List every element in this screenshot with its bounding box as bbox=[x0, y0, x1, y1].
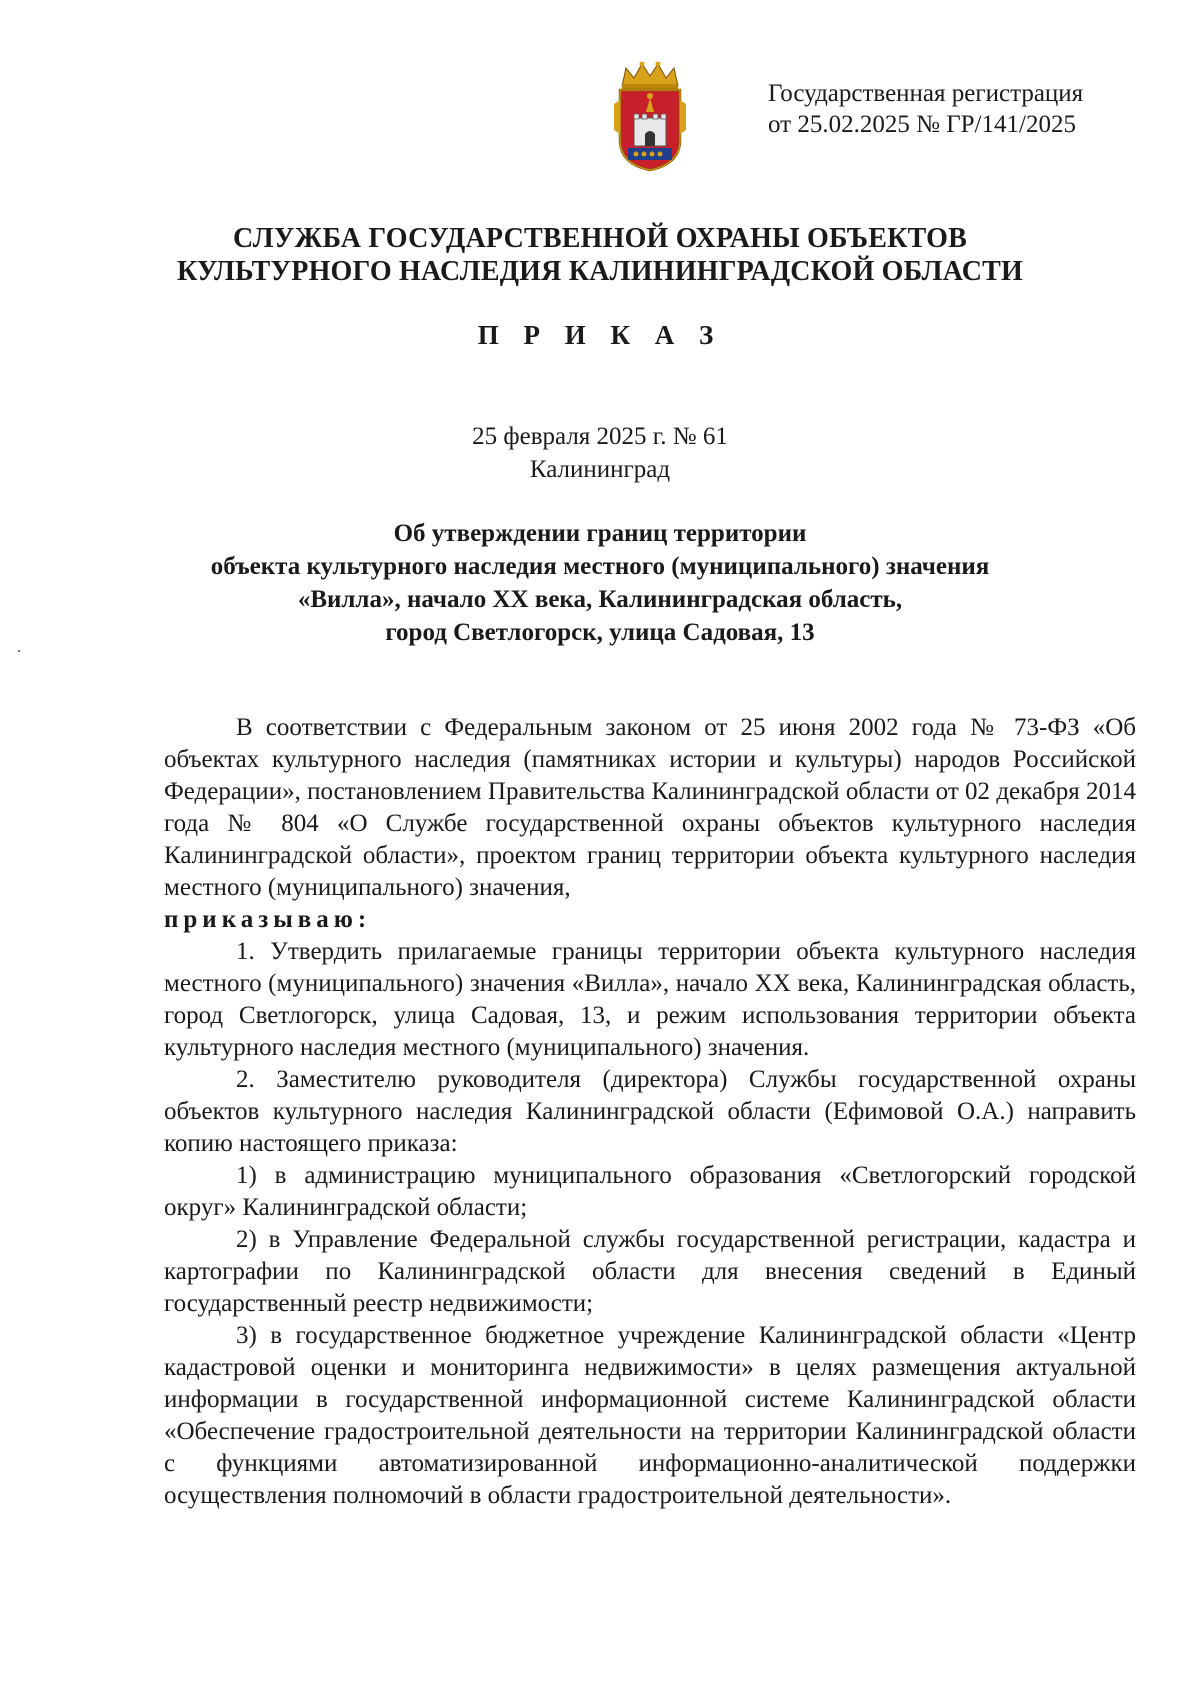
document-subject bbox=[0, 517, 1200, 649]
document-body bbox=[164, 712, 1136, 1512]
registration-line-2: от 25.02.2025 № ГР/141/2025 bbox=[768, 111, 1076, 138]
subitem-2-paragraph: 2) в Управление Федеральной службы государственной регистрации, кадастра и картографии по Калининградской области для внесения сведений в Единый государственный реестр недвижимости; bbox=[164, 1226, 1136, 1317]
item-1-paragraph: 1. Утвердить прилагаемые границы территории объекта культурного наследия местного (муниципального) значения «Вилла», начало XX века, Калининградская область, город Светлогорск, улица Садовая, 13, и режим использования территории объекта культурного наследия местного (муниципального) значения. bbox=[164, 938, 1136, 1061]
document-subject-line-1: Об утверждении границ территории bbox=[393, 520, 807, 547]
order-word: приказываю: bbox=[164, 906, 372, 933]
document-type: П Р И К А З bbox=[477, 320, 723, 350]
subitem-3-paragraph: 3) в государственное бюджетное учреждение Калининградской области «Центр кадастровой оценки и мониторинга недвижимости» в целях размещения актуальной информации в государственной информационной системе Калининградской области «Обеспечение градостроительной деятельности на территории Калининградской области с функциями автоматизированной информационно-аналитической поддержки осуществления полномочий в области градостроительной деятельности». bbox=[164, 1322, 1136, 1509]
document-date-block bbox=[0, 420, 1200, 486]
subitem-1-paragraph: 1) в администрацию муниципального образования «Светлогорский городской округ» Калининградской области; bbox=[164, 1162, 1136, 1221]
preamble-paragraph: В соответствии с Федеральным законом от 25 июня 2002 года № 73-ФЗ «Об объектах культурного наследия (памятниках истории и культуры) народов Российской Федерации», постановлением Правительства Калининградской области от 02 декабря 2014 года № 804 «О Службе государственной охраны объектов культурного наследия Калининградской области», проектом границ территории объекта культурного наследия местного (муниципального) значения, bbox=[164, 714, 1136, 901]
document-subject-line-4: город Светлогорск, улица Садовая, 13 bbox=[385, 619, 815, 646]
coat-of-arms-icon bbox=[612, 60, 688, 172]
registration-stamp bbox=[768, 78, 1083, 140]
document-subject-line-2: объекта культурного наследия местного (муниципального) значения bbox=[210, 553, 990, 580]
item-2-paragraph: 2. Заместителю руководителя (директора) Службы государственной охраны объектов культурного наследия Калининградской области (Ефимовой О.А.) направить копию настоящего приказа: bbox=[164, 1066, 1136, 1157]
document-date-number: 25 февраля 2025 г. № 61 bbox=[472, 423, 728, 450]
registration-line-1: Государственная регистрация bbox=[768, 80, 1084, 107]
document-subject-line-3: «Вилла», начало XX века, Калининградская область, bbox=[297, 586, 903, 613]
organization-title-line-1: СЛУЖБА ГОСУДАРСТВЕННОЙ ОХРАНЫ ОБЪЕКТОВ bbox=[233, 223, 967, 254]
organization-title bbox=[0, 222, 1200, 288]
scan-artifact bbox=[18, 650, 20, 652]
document-city: Калининград bbox=[529, 456, 671, 483]
organization-title-line-2: КУЛЬТУРНОГО НАСЛЕДИЯ КАЛИНИНГРАДСКОЙ ОБЛАСТИ bbox=[176, 256, 1024, 287]
